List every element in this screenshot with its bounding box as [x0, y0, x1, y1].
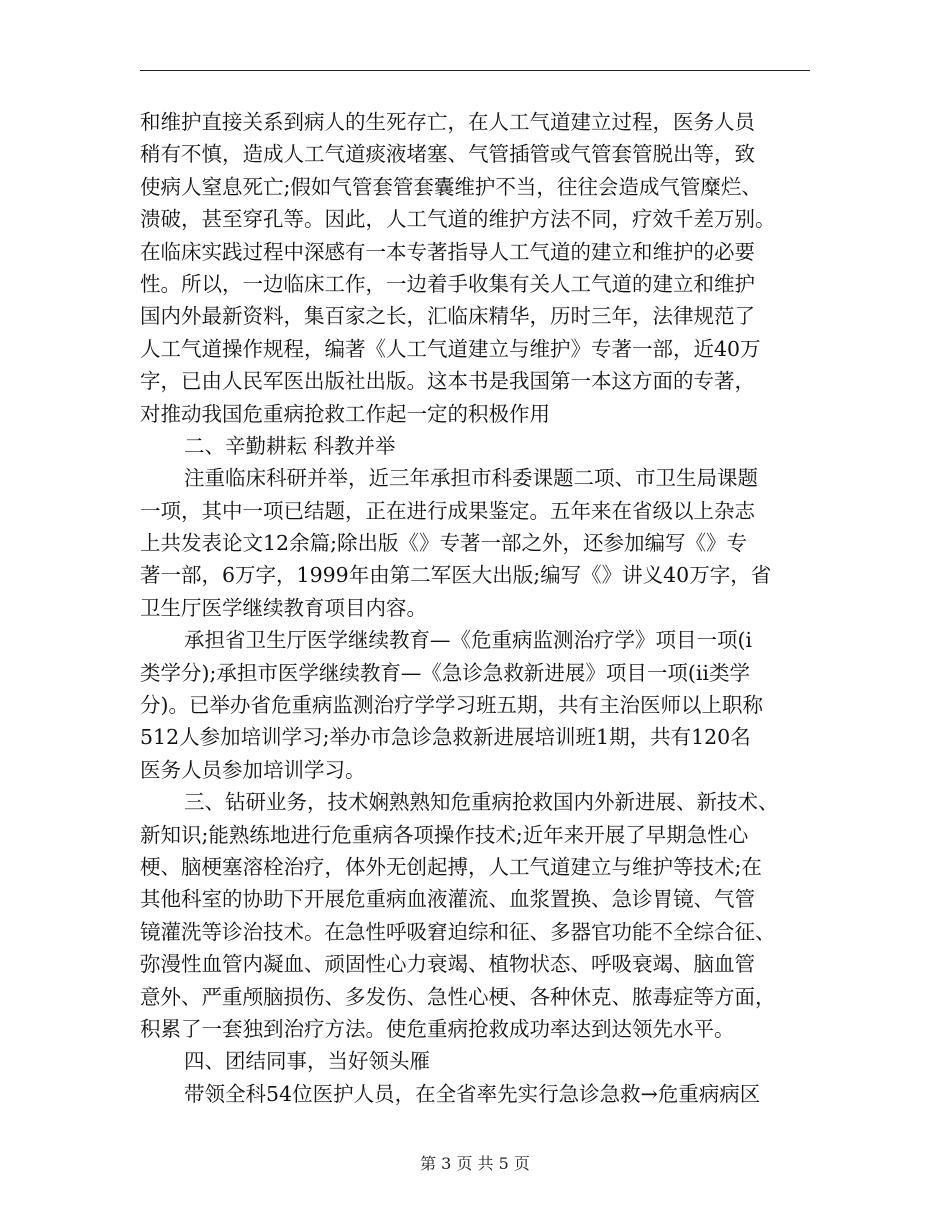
text-line: 性。所以，一边临床工作，一边着手收集有关人工气道的建立和维护 — [140, 271, 755, 296]
text-line: 意外、严重颅脑损伤、多发伤、急性心梗、各种休克、脓毒症等方面， — [140, 984, 776, 1009]
body-text — [140, 106, 810, 1110]
text-line: 稍有不慎，造成人工气道痰液堵塞、气管插管或气管套管脱出等，致 — [140, 142, 755, 167]
text-line: 字，已由人民军医出版社出版。这本书是我国第一本这方面的专著， — [140, 369, 755, 394]
text-line: 在临床实践过程中深感有一本专著指导人工气道的建立和维护的必要 — [140, 239, 755, 264]
text-line: 积累了一套独到治疗方法。使危重病抢救成功率达到达领先水平。 — [140, 1016, 735, 1041]
text-line: 镜灌洗等诊治技术。在急性呼吸窘迫综和征、多器官功能不全综合征、 — [140, 919, 776, 944]
text-line: 人工气道操作规程，编著《人工气道建立与维护》专著一部，近40万 — [140, 336, 761, 361]
text-line: 和维护直接关系到病人的生死存亡，在人工气道建立过程，医务人员 — [140, 110, 755, 134]
text-line: 使病人窒息死亡;假如气管套管套囊维护不当，往往会造成气管糜烂、 — [140, 174, 762, 199]
text-line: 国内外最新资料，集百家之长，汇临床精华，历时三年，法律规范了 — [140, 304, 755, 329]
text-line: 著一部，6万字，1999年由第二军医大出版;编写《》讲义40万字，省 — [140, 563, 772, 588]
text-line: 带领全科54位医护人员，在全省率先实行急诊急救→危重病病区 — [184, 1081, 761, 1106]
text-line: 分)。已举办省危重病监测治疗学学习班五期，共有主治医师以上职称 — [140, 693, 763, 718]
text-line: 弥漫性血管内凝血、顽固性心力衰竭、植物状态、呼吸衰竭、脑血管 — [140, 952, 755, 977]
text-line: 其他科室的协助下开展危重病血液灌流、血浆置换、急诊胃镜、气管 — [140, 887, 755, 912]
section-heading: 四、团结同事，当好领头雁 — [184, 1049, 430, 1074]
section-heading: 三、钻研业务，技术娴熟熟知危重病抢救国内外新进展、新技术、 — [184, 790, 779, 815]
text-line: 一项，其中一项已结题，正在进行成果鉴定。五年来在省级以上杂志 — [140, 498, 755, 523]
text-line: 对推动我国危重病抢救工作起一定的积极作用 — [140, 401, 550, 426]
text-line: 注重临床科研并举，近三年承担市科委课题二项、市卫生局课题 — [184, 466, 758, 491]
text-line: 类学分);承担市医学继续教育—《急诊急救新进展》项目一项(ⅱ类学 — [140, 660, 751, 685]
text-line: 上共发表论文12余篇;除出版《》专著一部之外，还参加编写《》专 — [140, 531, 747, 556]
section-heading: 二、辛勤耕耘 科教并举 — [184, 433, 396, 458]
text-line: 溃破，甚至穿孔等。因此，人工气道的维护方法不同，疗效千差万别。 — [140, 207, 776, 232]
text-line: 512人参加培训学习;举办市急诊急救新进展培训班1期，共有120名 — [140, 725, 751, 750]
text-line: 医务人员参加培训学习。 — [140, 757, 366, 782]
text-line: 新知识;能熟练地进行危重病各项操作技术;近年来开展了早期急性心 — [140, 822, 749, 847]
text-line: 承担省卫生厅医学继续教育—《危重病监测治疗学》项目一项(ⅰ — [184, 628, 753, 653]
header-rule — [140, 70, 810, 71]
text-line: 梗、脑梗塞溶栓治疗，体外无创起搏，人工气道建立与维护等技术;在 — [140, 854, 762, 879]
text-line: 卫生厅医学继续教育项目内容。 — [140, 595, 427, 620]
page-footer: 第 3 页 共 5 页 — [420, 1154, 530, 1173]
